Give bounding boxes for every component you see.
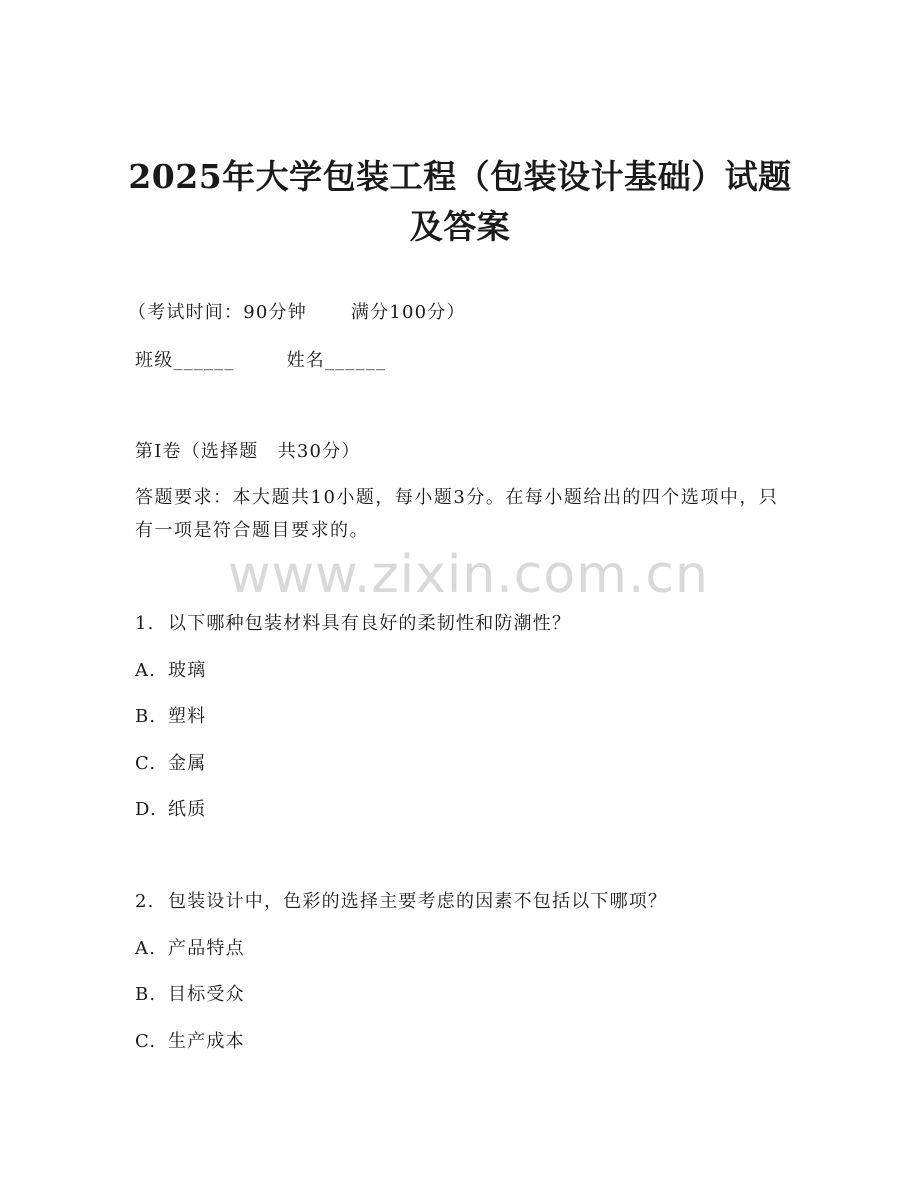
option-a (135, 659, 206, 683)
option-letter: C. (135, 753, 157, 774)
option-a (135, 937, 245, 961)
title-line-1: 2025年大学包装工程（包装设计基础）试题 (128, 157, 792, 196)
student-info (135, 349, 386, 373)
name-field: 姓名______ (286, 350, 387, 371)
option-letter: B. (135, 706, 157, 727)
option-letter: B. (135, 984, 157, 1005)
document-title (100, 152, 820, 252)
exam-info (128, 301, 466, 325)
title-line-2: 及答案 (409, 207, 511, 246)
option-letter: C. (135, 1031, 157, 1052)
option-text: 纸质 (168, 799, 207, 820)
option-letter: D. (135, 799, 157, 820)
volume-heading: 第Ⅰ卷（选择题 共30分） (135, 441, 361, 462)
question-text: 包装设计中，色彩的选择主要考虑的因素不包括以下哪项？ (168, 891, 668, 912)
exam-time: （考试时间：90分钟 (128, 302, 307, 323)
question-number: 1. (135, 613, 155, 634)
option-c (135, 1030, 245, 1054)
question-text: 以下哪种包装材料具有良好的柔韧性和防潮性？ (168, 613, 572, 634)
class-field: 班级______ (135, 350, 235, 371)
question-number: 2. (135, 891, 155, 912)
watermark: www.zixin.com.cn (228, 545, 709, 605)
option-letter: A. (135, 938, 157, 959)
option-b (135, 983, 245, 1007)
option-b (135, 705, 206, 729)
option-text: 金属 (168, 753, 207, 774)
option-text: 玻璃 (168, 660, 207, 681)
option-c (135, 752, 206, 776)
full-score: 满分100分） (350, 302, 466, 323)
option-text: 目标受众 (168, 984, 245, 1005)
option-text: 产品特点 (168, 938, 245, 959)
question-1 (135, 612, 571, 636)
instructions: 答题要求：本大题共10小题，每小题3分。在每小题给出的四个选项中，只有一项是符合题目要求的。 (135, 487, 779, 541)
question-2 (135, 890, 667, 914)
option-letter: A. (135, 660, 157, 681)
option-d (135, 798, 206, 822)
option-text: 生产成本 (168, 1031, 245, 1052)
option-text: 塑料 (168, 706, 207, 727)
